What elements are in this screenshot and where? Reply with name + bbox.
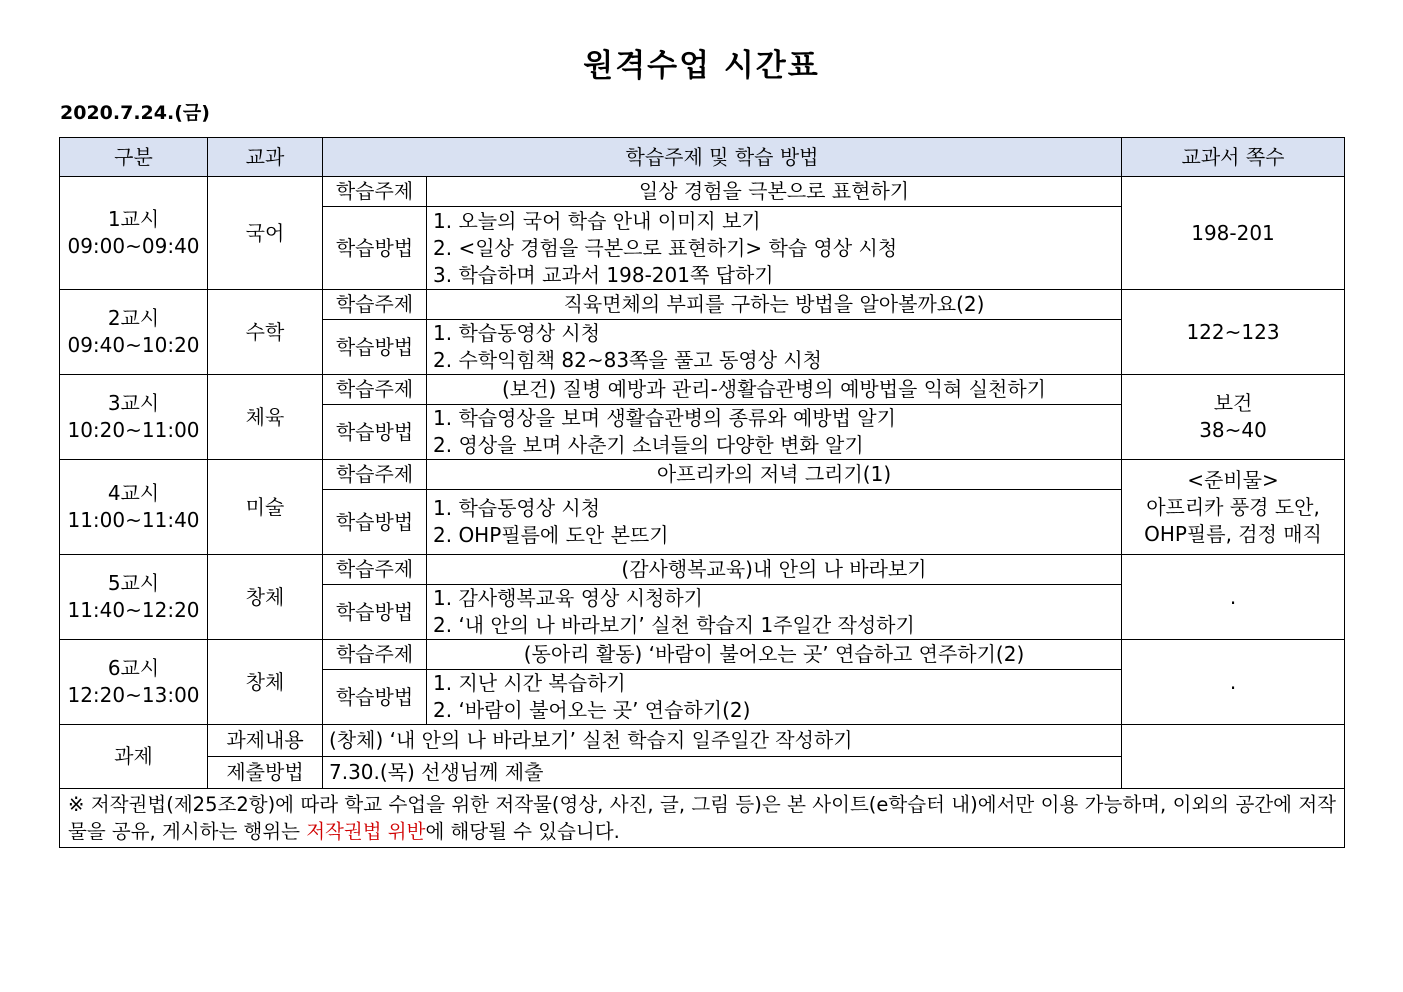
homework-submit: 7.30.(목) 선생님께 제출 xyxy=(323,757,1122,789)
subject-cell: 국어 xyxy=(208,177,323,290)
date-label: 2020.7.24.(금) xyxy=(60,102,210,124)
method-line: 2. ‘내 안의 나 바라보기’ 실천 학습지 1주일간 작성하기 xyxy=(433,613,915,637)
topic-label: 학습주제 xyxy=(323,460,427,490)
method-label: 학습방법 xyxy=(323,490,427,555)
notice-row xyxy=(60,789,1345,848)
topic-text: 일상 경험을 극본으로 표현하기 xyxy=(427,177,1122,207)
notice-text-end: 에 해당될 수 있습니다. xyxy=(425,820,620,843)
method-cell xyxy=(427,320,1122,375)
header-row xyxy=(60,138,1345,177)
method-cell xyxy=(427,585,1122,640)
method-line: 2. 영상을 보며 사춘기 소녀들의 다양한 변화 알기 xyxy=(433,433,864,457)
subject-cell: 체육 xyxy=(208,375,323,460)
subject-cell: 창체 xyxy=(208,640,323,725)
pages-line: OHP필름, 검정 매직 xyxy=(1144,521,1322,546)
method-cell xyxy=(427,207,1122,290)
copyright-notice xyxy=(60,789,1345,848)
period-row xyxy=(60,375,1345,405)
method-line: 2. 수학익힘책 82~83쪽을 풀고 동영상 시청 xyxy=(433,348,823,372)
pages-cell xyxy=(1122,177,1345,290)
method-line: 1. 학습동영상 시청 xyxy=(433,496,601,520)
period-time: 11:00~11:40 xyxy=(67,508,200,532)
homework-content-label: 과제내용 xyxy=(208,725,323,757)
page-title: 원격수업 시간표 xyxy=(583,48,820,84)
subject-cell: 창체 xyxy=(208,555,323,640)
header-subject: 교과 xyxy=(208,138,323,177)
method-line: 2. ‘바람이 불어오는 곳’ 연습하기(2) xyxy=(433,698,751,722)
pages-cell xyxy=(1122,290,1345,375)
header-topic-method: 학습주제 및 학습 방법 xyxy=(323,138,1122,177)
topic-text: 직육면체의 부피를 구하는 방법을 알아볼까요(2) xyxy=(427,290,1122,320)
topic-label: 학습주제 xyxy=(323,375,427,405)
timetable xyxy=(59,137,1345,848)
method-line: 1. 학습동영상 시청 xyxy=(433,321,601,345)
period-row xyxy=(60,290,1345,320)
pages-line: <준비물> xyxy=(1187,467,1279,492)
method-line: 3. 학습하며 교과서 198-201쪽 답하기 xyxy=(433,262,774,287)
period-label: 5교시 xyxy=(107,571,160,595)
topic-text: 아프리카의 저녁 그리기(1) xyxy=(427,460,1122,490)
period-cell xyxy=(60,640,208,725)
topic-label: 학습주제 xyxy=(323,555,427,585)
period-label: 1교시 xyxy=(107,207,160,231)
topic-text: (감사행복교육)내 안의 나 바라보기 xyxy=(427,555,1122,585)
notice-text: ※ 저작권법(제25조2항)에 따라 학교 수업을 위한 저작물(영상, 사진, 글, 그림 등)은 본 사이트(e학습터 내)에서만 이용 가능하며, 이외의 공간에 저작물을 공유, 게시하는 행위는 xyxy=(68,793,1337,843)
period-time: 09:40~10:20 xyxy=(67,333,200,357)
pages-cell xyxy=(1122,375,1345,460)
header-division: 구분 xyxy=(60,138,208,177)
homework-content: (창체) ‘내 안의 나 바라보기’ 실천 학습지 일주일간 작성하기 xyxy=(323,725,1122,757)
period-time: 09:00~09:40 xyxy=(67,234,200,258)
homework-label: 과제 xyxy=(60,725,208,789)
pages-cell xyxy=(1122,460,1345,555)
period-label: 6교시 xyxy=(107,656,160,680)
topic-label: 학습주제 xyxy=(323,177,427,207)
method-label: 학습방법 xyxy=(323,585,427,640)
homework-submit-label: 제출방법 xyxy=(208,757,323,789)
period-row xyxy=(60,555,1345,585)
method-line: 1. 감사행복교육 영상 시청하기 xyxy=(433,586,703,610)
pages-cell xyxy=(1122,555,1345,640)
method-line: 2. <일상 경험을 극본으로 표현하기> 학습 영상 시청 xyxy=(433,235,898,260)
period-cell xyxy=(60,460,208,555)
period-cell xyxy=(60,290,208,375)
topic-label: 학습주제 xyxy=(323,290,427,320)
topic-text: (동아리 활동) ‘바람이 불어오는 곳’ 연습하고 연주하기(2) xyxy=(427,640,1122,670)
pages-line: 아프리카 풍경 도안, xyxy=(1146,494,1320,519)
topic-label: 학습주제 xyxy=(323,640,427,670)
method-label: 학습방법 xyxy=(323,320,427,375)
period-cell xyxy=(60,177,208,290)
homework-row xyxy=(60,725,1345,757)
method-cell xyxy=(427,490,1122,555)
pages-line: 38~40 xyxy=(1199,418,1267,442)
period-label: 3교시 xyxy=(107,391,160,415)
subject-cell: 미술 xyxy=(208,460,323,555)
method-line: 1. 학습영상을 보며 생활습관병의 종류와 예방법 알기 xyxy=(433,406,896,430)
period-row xyxy=(60,460,1345,490)
subject-cell: 수학 xyxy=(208,290,323,375)
pages-line: 122~123 xyxy=(1186,319,1280,344)
period-time: 10:20~11:00 xyxy=(67,418,200,442)
method-cell xyxy=(427,670,1122,725)
notice-highlight: 저작권법 위반 xyxy=(306,820,426,843)
method-label: 학습방법 xyxy=(323,670,427,725)
pages-line: . xyxy=(1229,669,1237,694)
period-label: 2교시 xyxy=(107,306,160,330)
method-line: 2. OHP필름에 도안 본뜨기 xyxy=(433,523,669,547)
method-label: 학습방법 xyxy=(323,405,427,460)
period-time: 11:40~12:20 xyxy=(67,598,200,622)
method-label: 학습방법 xyxy=(323,207,427,290)
pages-line: 198-201 xyxy=(1191,220,1275,245)
pages-line: 보건 xyxy=(1213,391,1253,415)
method-line: 1. 오늘의 국어 학습 안내 이미지 보기 xyxy=(433,208,761,233)
pages-line: . xyxy=(1229,584,1237,609)
header-pages: 교과서 쪽수 xyxy=(1122,138,1345,177)
period-cell xyxy=(60,555,208,640)
period-label: 4교시 xyxy=(107,481,160,505)
pages-cell xyxy=(1122,640,1345,725)
topic-text: (보건) 질병 예방과 관리-생활습관병의 예방법을 익혀 실천하기 xyxy=(427,375,1122,405)
period-row xyxy=(60,640,1345,670)
method-cell xyxy=(427,405,1122,460)
period-row xyxy=(60,177,1345,207)
homework-pages-cell xyxy=(1122,725,1345,789)
period-cell xyxy=(60,375,208,460)
period-time: 12:20~13:00 xyxy=(67,683,200,707)
method-line: 1. 지난 시간 복습하기 xyxy=(433,671,626,695)
